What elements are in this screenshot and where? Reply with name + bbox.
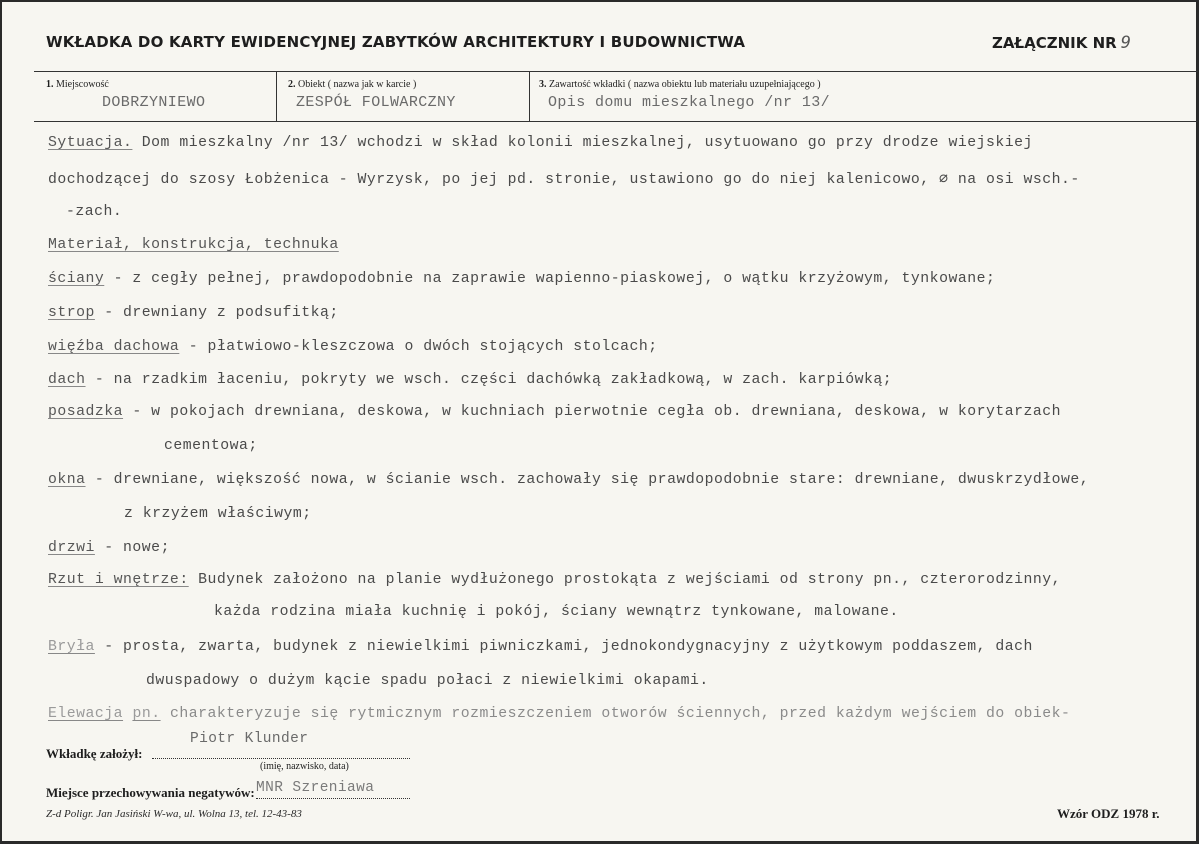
section-label: Elewacja [48, 706, 124, 722]
section-label: Sytuacja. [48, 135, 133, 151]
body-line: strop - drewniany z podsufitką; [48, 305, 339, 321]
section-label: drzwi [48, 540, 95, 556]
annex-label: ZAŁĄCZNIK NR [992, 34, 1117, 52]
author-dotted-line [152, 758, 410, 759]
section-label: dach [48, 372, 86, 388]
body-line: drzwi - nowe; [48, 540, 170, 556]
box-divider-2 [529, 71, 530, 121]
locality-value: DOBRZYNIEWO [102, 94, 206, 111]
box-bottom-rule [34, 121, 1198, 122]
frame-left-border [0, 0, 2, 844]
body-line: dochodzącej do szosy Łobżenica - Wyrzysk, po jej pd. stronie, ustawiono go do niej kalenicowo, ∅ na osi wsch.- [48, 172, 1080, 188]
author-hint: (imię, nazwisko, data) [260, 761, 349, 772]
body-line: więźba dachowa - płatwiowo-kleszczowa o dwóch stojących stolcach; [48, 339, 658, 355]
section-label: Bryła [48, 639, 95, 655]
printer-imprint: Z-d Poligr. Jan Jasiński W-wa, ul. Wolna 13, tel. 12-43-83 [46, 808, 302, 820]
form-title: WKŁADKA DO KARTY EWIDENCYJNEJ ZABYTKÓW ARCHITEKTURY I BUDOWNICTWA [46, 33, 746, 51]
body-line: dach - na rzadkim łaceniu, pokryty we wsch. części dachówką zakładkową, w zach. karpiówką; [48, 372, 893, 388]
body-line: każda rodzina miała kuchnię i pokój, ściany wewnątrz tynkowane, malowane. [214, 604, 899, 620]
object-value: ZESPÓŁ FOLWARCZNY [296, 94, 456, 111]
form-model: Wzór ODZ 1978 r. [1057, 806, 1160, 821]
section-label: Materiał, konstrukcja, technuka [48, 237, 339, 253]
frame-top-border [0, 0, 1199, 2]
section-label: posadzka [48, 404, 124, 420]
annex-number-value: 9 [1120, 33, 1131, 53]
section-label: pn. [132, 706, 161, 722]
storage-dotted-line [256, 798, 410, 799]
body-line: cementowa; [164, 438, 258, 454]
section-label: ściany [48, 271, 105, 287]
content-label: 3. Zawartość wkładki ( nazwa obiektu lub materiału uzupełniającego ) [539, 79, 821, 90]
body-line: z krzyżem właściwym; [124, 506, 312, 522]
author-label: Wkładkę założył: [46, 746, 143, 761]
storage-value: MNR Szreniawa [256, 780, 375, 796]
section-label: więźba dachowa [48, 339, 180, 355]
object-label: 2. Obiekt ( nazwa jak w karcie ) [288, 79, 417, 90]
body-line: Sytuacja. Dom mieszkalny /nr 13/ wchodzi w skład kolonii mieszkalnej, usytuowano go przy drodze wiejskiej [48, 135, 1033, 151]
author-value: Piotr Klunder [190, 731, 309, 747]
body-line: okna - drewniane, większość nowa, w ścianie wsch. zachowały się prawdopodobnie stare: drewniane, dwuskrzydłowe, [48, 472, 1090, 488]
body-line: Bryła - prosta, zwarta, budynek z niewielkimi piwniczkami, jednokondygnacyjny z użytkowym poddaszem, dach [48, 639, 1033, 655]
section-label: strop [48, 305, 95, 321]
body-line: -zach. [66, 204, 123, 220]
section-label: Rzut i wnętrze: [48, 572, 189, 588]
body-line: ściany - z cegły pełnej, prawdopodobnie na zaprawie wapienno-piaskowej, o wątku krzyżowym, tynkowane; [48, 271, 996, 287]
body-line: Elewacja pn. charakteryzuje się rytmicznym rozmieszczeniem otworów ściennych, przed każdym wejściem do obiek- [48, 706, 1071, 722]
content-value: Opis domu mieszkalnego /nr 13/ [548, 94, 831, 111]
body-line: posadzka - w pokojach drewniana, deskowa, w kuchniach pierwotnie cegła ob. drewniana, deskowa, w korytarzach [48, 404, 1062, 420]
section-label: okna [48, 472, 86, 488]
box-top-rule [34, 71, 1198, 72]
locality-label: 1. Miejscowość [46, 79, 109, 90]
body-line: Rzut i wnętrze: Budynek założono na planie wydłużonego prostokąta z wejściami od strony pn., czterorodzinny, [48, 572, 1062, 588]
body-line: dwuspadowy o dużym kącie spadu połaci z niewielkimi okapami. [146, 673, 709, 689]
storage-label: Miejsce przechowywania negatywów: [46, 785, 255, 800]
body-line [48, 237, 339, 253]
box-divider-1 [276, 71, 277, 121]
annex-number [992, 33, 1131, 53]
